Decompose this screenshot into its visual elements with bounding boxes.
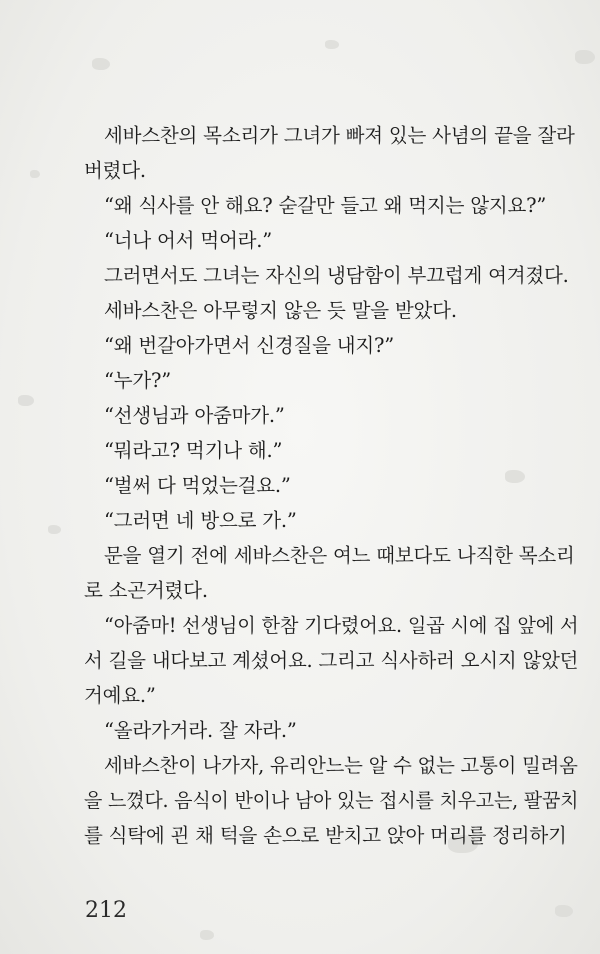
text-line: 거예요.” [84,684,156,707]
text-line: “올라가거라. 잘 자라.” [104,719,297,742]
page-number: 212 [85,898,127,923]
text-line: “그러면 네 방으로 가.” [104,509,297,532]
paper-speckle [92,58,110,70]
paper-speckle [325,40,339,49]
text-line: “왜 식사를 안 해요? 숟갈만 들고 왜 먹지는 않지요?” [104,194,547,217]
text-line: “누가?” [104,369,172,392]
text-line: 그러면서도 그녀는 자신의 냉담함이 부끄럽게 여겨졌다. [104,264,569,287]
text-line: 세바스찬의 목소리가 그녀가 빠져 있는 사념의 끝을 잘라 [104,124,575,147]
text-line: “선생님과 아줌마가.” [104,404,285,427]
text-line: 세바스찬이 나가자, 유리안느는 알 수 없는 고통이 밀려옴 [104,754,578,777]
text-line: “뭐라고? 먹기나 해.” [104,439,283,462]
text-line: 세바스찬은 아무렇지 않은 듯 말을 받았다. [104,299,457,322]
paper-speckle [575,50,595,64]
text-line: 로 소곤거렸다. [84,579,208,602]
text-line: “벌써 다 먹었는걸요.” [104,474,291,497]
text-line: 를 식탁에 괸 채 턱을 손으로 받치고 앉아 머리를 정리하기 [84,824,567,847]
text-line: 을 느꼈다. 음식이 반이나 남아 있는 접시를 치우고는, 팔꿈치 [84,789,579,812]
paper-speckle [200,930,214,940]
paper-speckle [48,525,61,534]
paper-speckle [555,905,573,917]
text-line: 서 길을 내다보고 계셨어요. 그리고 식사하러 오시지 않았던 [84,649,579,672]
text-line: “왜 번갈아가면서 신경질을 내지?” [104,334,395,357]
paper-speckle [30,170,40,178]
text-line: “너나 어서 먹어라.” [104,229,272,252]
text-line: 문을 열기 전에 세바스찬은 여느 때보다도 나직한 목소리 [104,544,575,567]
text-line: “아줌마! 선생님이 한참 기다렸어요. 일곱 시에 집 앞에 서 [104,614,579,637]
text-line: 버렸다. [84,159,146,182]
paper-speckle [505,470,525,483]
paper-speckle [18,395,34,406]
